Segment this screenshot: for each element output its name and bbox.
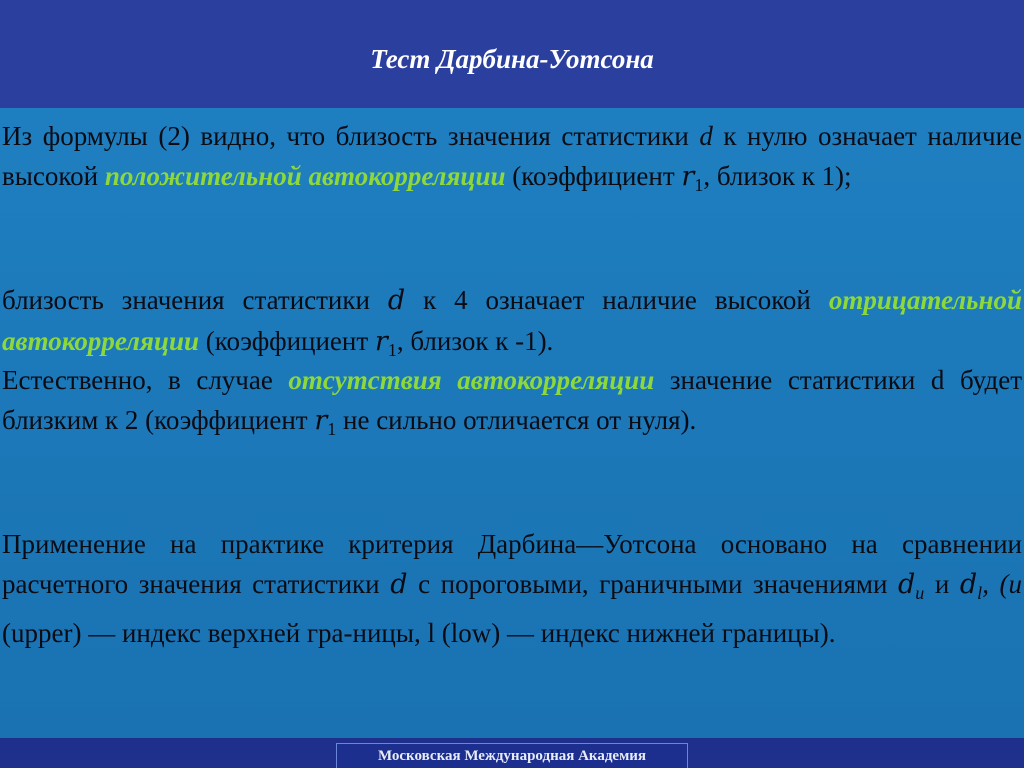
upper-bound-subscript: u [915,583,925,603]
coefficient-r-subscript: 1 [387,340,397,360]
highlight-negative-autocorrelation: отрицательной автокорреляции [2,285,1023,356]
upper-index-u: (u [999,569,1023,599]
text: близость значения статистики [2,285,388,315]
statistic-d: d [387,285,406,316]
text: (upper) — индекс верхней гра-ницы, l (low) — индекс нижней границы). [2,618,836,648]
coefficient-r-subscript: 1 [327,419,337,439]
text: значение статистики d будет близким к 2 (коэффициент [2,365,1022,435]
text: , близок к 1); [703,161,852,191]
lower-bound-subscript: l [977,583,983,603]
highlight-positive-autocorrelation: положительной автокорреляции [104,161,506,191]
coefficient-r-subscript: 1 [694,175,704,195]
text: Применение на практике критерия Дарбина—Уотсона основано на сравнении расчетного значения статистики [2,529,1022,599]
text: и [924,569,960,599]
footer-academy-name: Московская Международная Академия [336,743,688,768]
coefficient-r: r [314,405,328,436]
paragraph-positive-autocorrelation [2,116,1022,205]
paragraph-negative-autocorrelation [2,280,1022,370]
text: (коэффициент [199,326,375,356]
coefficient-r: r [374,326,388,357]
text: Естественно, в случае [2,365,289,395]
upper-bound-d: d [897,569,916,600]
text: к нулю означает наличие высокой [2,121,1022,191]
paragraph-critical-values [2,524,1022,653]
text: (коэффициент [505,161,682,191]
text: с пороговыми, граничными значениями [407,569,898,599]
paragraph-no-autocorrelation [2,360,1022,449]
text: не сильно отличается от нуля). [336,405,697,435]
statistic-d: d [699,121,713,151]
coefficient-r: r [681,161,695,192]
lower-bound-d: d [959,569,978,600]
statistic-d: d [390,569,408,600]
highlight-no-autocorrelation: отсутствия автокорреляции [288,365,655,395]
text: к 4 означает наличие высокой [405,285,829,315]
slide-title: Тест Дарбина-Уотсона [370,44,654,74]
text: , близок к -1). [396,326,554,356]
text: Из формулы (2) видно, что близость значения статистики [2,121,700,151]
text: , [982,569,1000,599]
